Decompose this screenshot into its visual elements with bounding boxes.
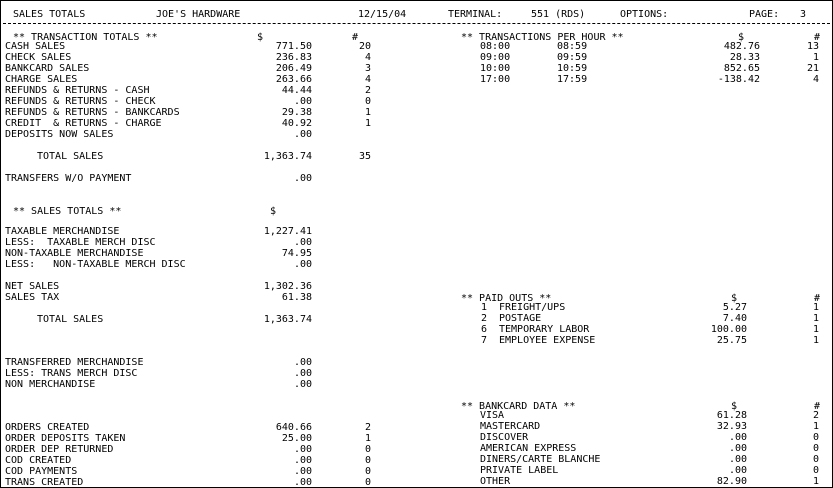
row-amount: 74.95 [281, 248, 312, 259]
terminal-label: TERMINAL: [448, 9, 503, 20]
card-label: AMERICAN EXPRESS [480, 443, 577, 454]
row-count: 0 [364, 455, 371, 466]
bankcard-title: ** BANKCARD DATA ** [461, 401, 576, 412]
row-count: 0 [364, 96, 371, 107]
hour-start: 08:00 [480, 41, 511, 52]
row-count: 1 [364, 433, 371, 444]
card-amount: .00 [728, 443, 747, 454]
txn-totals-title: ** TRANSACTION TOTALS ** [13, 32, 158, 43]
hour-amount: 28.33 [729, 52, 760, 63]
row-amount: .00 [293, 129, 312, 140]
row-label: REFUNDS & RETURNS - BANKCARDS [5, 107, 180, 118]
card-count: 1 [812, 476, 819, 487]
card-label: DINERS/CARTE BLANCHE [480, 454, 601, 465]
row-label: LESS: TAXABLE MERCH DISC [5, 237, 156, 248]
paid-out-amount: 100.00 [710, 324, 747, 335]
row-amount: 1,302.36 [263, 281, 312, 292]
row-count: 0 [364, 477, 371, 488]
paid-out-count: 1 [812, 313, 819, 324]
txn-total-label: TOTAL SALES [37, 151, 104, 162]
row-amount: .00 [293, 379, 312, 390]
paid-out-count: 1 [812, 302, 819, 313]
row-label: ORDERS CREATED [5, 422, 90, 433]
hour-amount: 482.76 [723, 41, 760, 52]
card-amount: .00 [728, 432, 747, 443]
per-hour-title: ** TRANSACTIONS PER HOUR ** [461, 32, 624, 43]
row-label: CHARGE SALES [5, 74, 78, 85]
row-count: 3 [364, 63, 371, 74]
report-date: 12/15/04 [358, 9, 407, 20]
card-count: 0 [812, 443, 819, 454]
row-amount: .00 [293, 455, 312, 466]
bankcard-amount-header: $ [731, 401, 738, 412]
hour-end: 09:59 [557, 52, 588, 63]
header-rule [3, 23, 830, 24]
row-amount: 640.66 [275, 422, 312, 433]
card-label: MASTERCARD [480, 421, 541, 432]
row-count: 1 [364, 118, 371, 129]
row-count: 2 [364, 422, 371, 433]
paid-out-amount: 25.75 [716, 335, 747, 346]
card-label: VISA [480, 410, 505, 421]
card-amount: 82.90 [716, 476, 747, 487]
hour-count: 1 [812, 52, 819, 63]
bankcard-count-header: # [814, 401, 821, 412]
row-label: BANKCARD SALES [5, 63, 90, 74]
row-label: NON MERCHANDISE [5, 379, 96, 390]
row-label: COD CREATED [5, 455, 72, 466]
row-label: CASH SALES [5, 41, 66, 52]
row-amount: 236.83 [275, 52, 312, 63]
card-amount: .00 [728, 465, 747, 476]
store-name: JOE'S HARDWARE [156, 9, 241, 20]
hour-start: 09:00 [480, 52, 511, 63]
terminal-value: 551 (RDS) [531, 9, 586, 20]
row-count: 4 [364, 74, 371, 85]
row-label: SALES TAX [5, 292, 60, 303]
paid-outs-amount-header: $ [731, 293, 738, 304]
paid-out-label: FREIGHT/UPS [499, 302, 566, 313]
hour-start: 10:00 [480, 63, 511, 74]
row-amount: 29.38 [281, 107, 312, 118]
hour-end: 08:59 [557, 41, 588, 52]
row-amount: .00 [293, 477, 312, 488]
row-count: 0 [364, 466, 371, 477]
paid-outs-title: ** PAID OUTS ** [461, 293, 552, 304]
report-title: SALES TOTALS [13, 9, 86, 20]
row-amount: 40.92 [281, 118, 312, 129]
row-label: ORDER DEPOSITS TAKEN [5, 433, 126, 444]
hour-end: 10:59 [557, 63, 588, 74]
transfers-label: TRANSFERS W/O PAYMENT [5, 173, 132, 184]
paid-out-code: 7 [481, 335, 488, 346]
row-amount: .00 [293, 96, 312, 107]
txn-total-amount: 1,363.74 [263, 151, 312, 162]
sales-totals-title: ** SALES TOTALS ** [13, 206, 122, 217]
row-count: 0 [364, 444, 371, 455]
transfers-amount: .00 [293, 173, 312, 184]
hour-amount: 852.65 [723, 63, 760, 74]
row-label: NON-TAXABLE MERCHANDISE [5, 248, 144, 259]
row-amount: 44.44 [281, 85, 312, 96]
card-label: DISCOVER [480, 432, 529, 443]
hour-start: 17:00 [480, 74, 511, 85]
paid-out-amount: 5.27 [722, 302, 747, 313]
row-amount: 61.38 [281, 292, 312, 303]
txn-count-header: # [352, 32, 359, 43]
card-amount: .00 [728, 454, 747, 465]
row-label: CREDIT & RETURNS - CHARGE [5, 118, 162, 129]
row-label: NET SALES [5, 281, 60, 292]
row-amount: .00 [293, 259, 312, 270]
hour-count: 13 [806, 41, 819, 52]
paid-out-amount: 7.40 [722, 313, 747, 324]
paid-out-count: 1 [812, 324, 819, 335]
row-count: 1 [364, 107, 371, 118]
row-amount: 25.00 [281, 433, 312, 444]
row-label: CHECK SALES [5, 52, 72, 63]
row-count: 2 [364, 85, 371, 96]
row-label: TAXABLE MERCHANDISE [5, 226, 120, 237]
paid-outs-count-header: # [814, 293, 821, 304]
row-amount: 263.66 [275, 74, 312, 85]
page-label: PAGE: [749, 9, 780, 20]
row-amount: 206.49 [275, 63, 312, 74]
paid-out-label: EMPLOYEE EXPENSE [499, 335, 596, 346]
row-count: 4 [364, 52, 371, 63]
card-count: 0 [812, 465, 819, 476]
row-label: ORDER DEP RETURNED [5, 444, 114, 455]
row-amount: 771.50 [275, 41, 312, 52]
paid-out-label: TEMPORARY LABOR [499, 324, 590, 335]
card-label: OTHER [480, 476, 511, 487]
paid-out-label: POSTAGE [499, 313, 542, 324]
sales-total-amount: 1,363.74 [263, 314, 312, 325]
paid-out-code: 1 [481, 302, 488, 313]
sales-amount-header: $ [270, 206, 277, 217]
txn-total-count: 35 [358, 151, 371, 162]
card-count: 0 [812, 454, 819, 465]
sales-total-label: TOTAL SALES [37, 314, 104, 325]
txn-amount-header: $ [257, 32, 264, 43]
card-label: PRIVATE LABEL [480, 465, 559, 476]
row-amount: .00 [293, 357, 312, 368]
card-amount: 32.93 [716, 421, 747, 432]
card-count: 2 [812, 410, 819, 421]
card-count: 0 [812, 432, 819, 443]
hour-amount: -138.42 [717, 74, 760, 85]
row-amount: .00 [293, 368, 312, 379]
hour-count: 4 [812, 74, 819, 85]
hour-end: 17:59 [557, 74, 588, 85]
card-amount: 61.28 [716, 410, 747, 421]
row-amount: 1,227.41 [263, 226, 312, 237]
row-label: TRANS CREATED [5, 477, 84, 488]
row-amount: .00 [293, 237, 312, 248]
per-hour-amount-header: $ [738, 32, 745, 43]
page-number: 3 [800, 9, 807, 20]
row-label: REFUNDS & RETURNS - CASH [5, 85, 150, 96]
row-label: DEPOSITS NOW SALES [5, 129, 114, 140]
row-label: LESS: NON-TAXABLE MERCH DISC [5, 259, 186, 270]
paid-out-code: 2 [481, 313, 488, 324]
row-label: LESS: TRANS MERCH DISC [5, 368, 138, 379]
row-label: REFUNDS & RETURNS - CHECK [5, 96, 156, 107]
row-count: 20 [358, 41, 371, 52]
row-label: COD PAYMENTS [5, 466, 78, 477]
hour-count: 21 [806, 63, 819, 74]
per-hour-count-header: # [814, 32, 821, 43]
paid-out-count: 1 [812, 335, 819, 346]
row-label: TRANSFERRED MERCHANDISE [5, 357, 144, 368]
paid-out-code: 6 [481, 324, 488, 335]
row-amount: .00 [293, 466, 312, 477]
options-label: OPTIONS: [620, 9, 669, 20]
card-count: 1 [812, 421, 819, 432]
row-amount: .00 [293, 444, 312, 455]
